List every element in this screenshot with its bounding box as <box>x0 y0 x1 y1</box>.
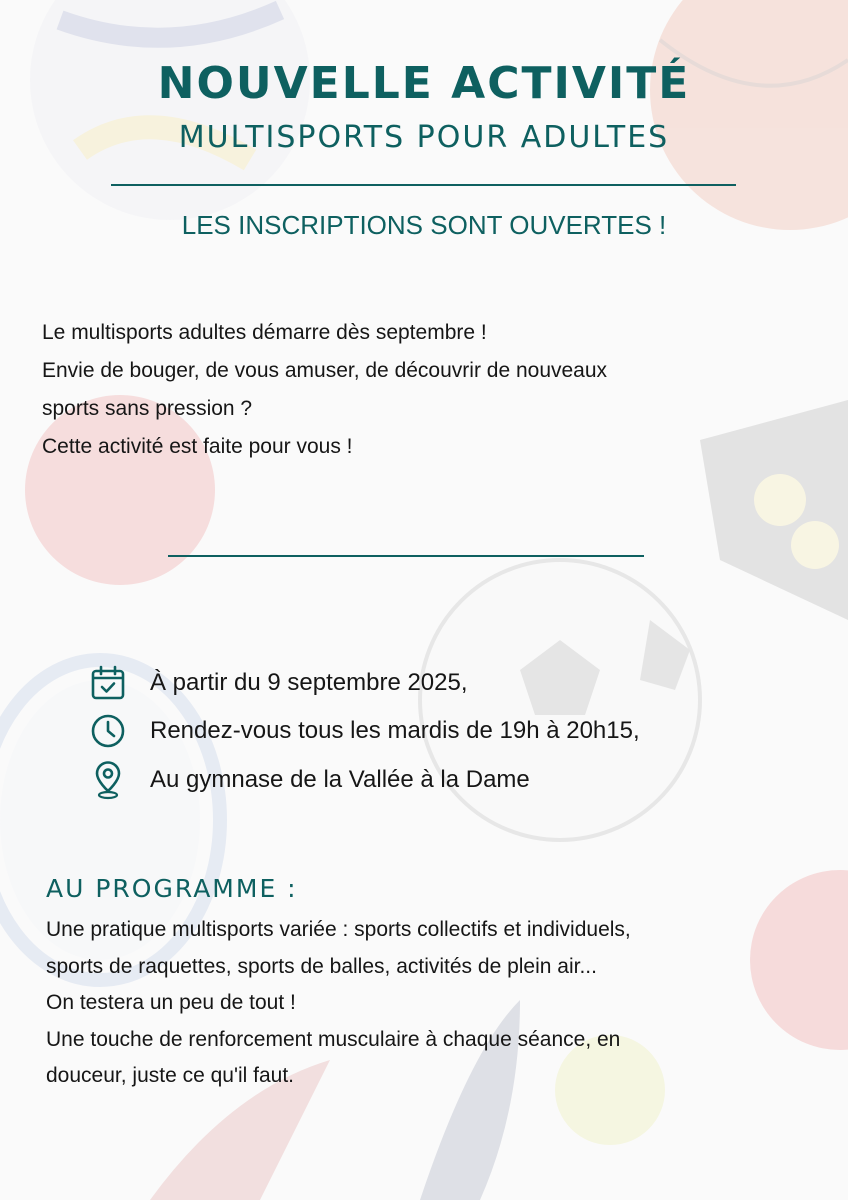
intro-line: Cette activité est faite pour vous ! <box>42 435 353 458</box>
program-line: Une pratique multisports variée : sports collectifs et individuels, <box>46 918 631 941</box>
info-row-date <box>88 663 468 703</box>
clock-icon <box>88 711 128 751</box>
date-text: À partir du 9 septembre 2025, <box>150 669 468 696</box>
program-line: sports de raquettes, sports de balles, activités de plein air... <box>46 954 597 978</box>
program-paragraph <box>46 912 826 1095</box>
calendar-icon <box>88 663 128 703</box>
program-line: douceur, juste ce qu'il faut. <box>46 1064 295 1087</box>
page-title: NOUVELLE ACTIVITÉ <box>157 58 691 109</box>
time-text: Rendez-vous tous les mardis de 19h à 20h15, <box>150 717 640 744</box>
intro-paragraph <box>42 314 822 466</box>
intro-line: sports sans pression ? <box>42 397 253 420</box>
title-divider <box>111 184 736 186</box>
intro-line: Le multisports adultes démarre dès septembre ! <box>42 321 487 344</box>
program-line: On testera un peu de tout ! <box>46 991 296 1014</box>
location-pin-icon <box>88 760 128 800</box>
program-title: AU PROGRAMME : <box>46 874 298 903</box>
place-text: Au gymnase de la Vallée à la Dame <box>150 766 530 793</box>
section-divider <box>168 555 644 557</box>
registration-banner: LES INSCRIPTIONS SONT OUVERTES ! <box>181 210 667 240</box>
page-subtitle: MULTISPORTS POUR ADULTES <box>178 120 670 155</box>
info-row-time <box>88 711 640 751</box>
info-row-place <box>88 760 530 800</box>
intro-line: Envie de bouger, de vous amuser, de découvrir de nouveaux <box>42 359 608 382</box>
program-line: Une touche de renforcement musculaire à chaque séance, en <box>46 1027 621 1051</box>
